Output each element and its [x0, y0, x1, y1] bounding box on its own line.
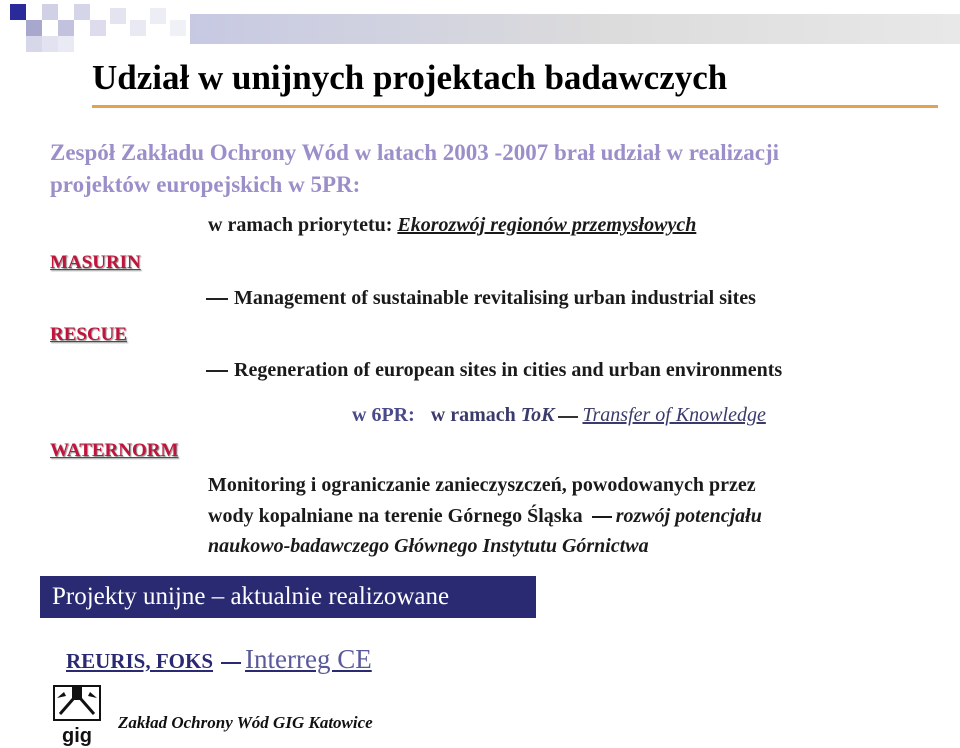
dash-2 — [206, 370, 228, 372]
logo-text: gig — [62, 725, 92, 746]
project-rescue-link[interactable]: RESCUE — [50, 324, 128, 345]
dash-3 — [558, 416, 578, 418]
sixpr-line — [352, 404, 766, 427]
project-masurin-link[interactable]: MASURIN — [50, 252, 141, 273]
rescue-description — [206, 359, 782, 382]
priority-line — [208, 214, 696, 237]
rescue-description-text: Regeneration of european sites in cities and urban environments — [234, 359, 783, 381]
slide-title: Udział w unijnych projektach badawczych — [92, 58, 728, 97]
dash-1 — [206, 298, 228, 300]
waternorm-line-3: naukowo-badawczego Głównego Instytutu Górnictwa — [208, 535, 649, 557]
masurin-description — [206, 287, 756, 310]
tok-prefix: w ramach — [430, 404, 521, 426]
priority-prefix: w ramach priorytetu: — [208, 214, 398, 236]
intro-line-2: projektów europejskich w 5PR: — [50, 172, 361, 197]
waternorm-line-2-italic: rozwój potencjału — [615, 505, 762, 527]
tok-acronym: ToK — [520, 404, 555, 426]
title-divider — [92, 105, 938, 108]
tok-name: Transfer of Knowledge — [582, 404, 766, 426]
gig-logo-icon — [52, 684, 102, 746]
footer-text: Zakład Ochrony Wód GIG Katowice — [118, 713, 373, 732]
project-waternorm-link[interactable]: WATERNORM — [50, 440, 179, 461]
interreg-label: Interreg CE — [245, 644, 372, 674]
current-projects-names[interactable]: REURIS, FOKS — [66, 649, 214, 673]
sixpr-label: w 6PR: — [352, 404, 415, 426]
current-projects-line[interactable] — [66, 644, 372, 675]
dash-4 — [592, 516, 612, 518]
waternorm-line-2-text: wody kopalniane na terenie Górnego Śląska — [208, 505, 588, 527]
waternorm-line-2 — [208, 505, 762, 528]
current-projects-banner: Projekty unijne – aktualnie realizowane — [40, 576, 536, 618]
dash-5 — [221, 662, 241, 664]
waternorm-line-1: Monitoring i ograniczanie zanieczyszczeń, powodowanych przez — [208, 474, 756, 496]
masurin-description-text: Management of sustainable revitalising urban industrial sites — [234, 287, 756, 309]
priority-name: Ekorozwój regionów przemysłowych — [397, 214, 697, 236]
intro-line-1: Zespół Zakładu Ochrony Wód w latach 2003 -2007 brał udział w realizacji — [50, 140, 780, 165]
